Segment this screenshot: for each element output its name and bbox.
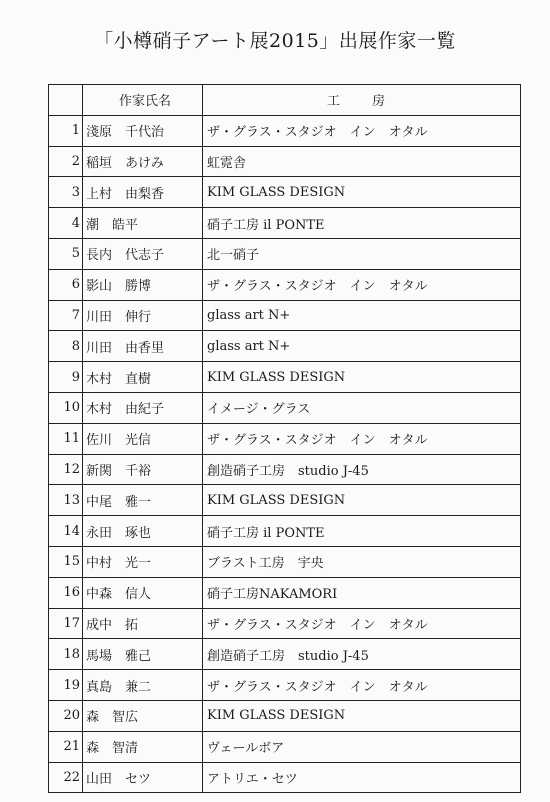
table-row bbox=[49, 639, 521, 670]
row-number: 9 bbox=[49, 362, 83, 393]
artist-name: 永田 琢也 bbox=[83, 516, 203, 547]
studio-name: KIM GLASS DESIGN bbox=[203, 700, 521, 731]
artist-name: 木村 直樹 bbox=[83, 362, 203, 393]
artist-name: 森 智清 bbox=[83, 731, 203, 762]
studio-name: 創造硝子工房 studio J-45 bbox=[203, 639, 521, 670]
table-row bbox=[49, 331, 521, 362]
table-row bbox=[49, 300, 521, 331]
table-row bbox=[49, 731, 521, 762]
header-number bbox=[49, 85, 83, 116]
row-number: 17 bbox=[49, 608, 83, 639]
studio-name: glass art N+ bbox=[203, 300, 521, 331]
artist-name: 潮 皓平 bbox=[83, 208, 203, 239]
studio-name: イメージ・グラス bbox=[203, 392, 521, 423]
studio-name: 創造硝子工房 studio J-45 bbox=[203, 454, 521, 485]
table-row bbox=[49, 177, 521, 208]
row-number: 5 bbox=[49, 238, 83, 269]
artist-name: 稲垣 あけみ bbox=[83, 146, 203, 177]
table-row bbox=[49, 485, 521, 516]
row-number: 11 bbox=[49, 423, 83, 454]
row-number: 4 bbox=[49, 208, 83, 239]
table-row bbox=[49, 269, 521, 300]
row-number: 14 bbox=[49, 516, 83, 547]
artist-name: 上村 由梨香 bbox=[83, 177, 203, 208]
studio-name: 硝子工房 il PONTE bbox=[203, 208, 521, 239]
row-number: 19 bbox=[49, 670, 83, 701]
row-number: 6 bbox=[49, 269, 83, 300]
artist-name: 影山 勝博 bbox=[83, 269, 203, 300]
table-row bbox=[49, 115, 521, 146]
artist-name: 川田 由香里 bbox=[83, 331, 203, 362]
row-number: 3 bbox=[49, 177, 83, 208]
artist-name: 長内 代志子 bbox=[83, 238, 203, 269]
header-studio: 工 房 bbox=[203, 85, 521, 116]
artist-name: 木村 由紀子 bbox=[83, 392, 203, 423]
studio-name: アトリエ・セツ bbox=[203, 762, 521, 793]
table-row bbox=[49, 146, 521, 177]
row-number: 22 bbox=[49, 762, 83, 793]
artist-name: 中村 光一 bbox=[83, 546, 203, 577]
row-number: 16 bbox=[49, 577, 83, 608]
exhibitor-table bbox=[48, 84, 521, 793]
artist-name: 成中 拓 bbox=[83, 608, 203, 639]
artist-name: 真島 兼二 bbox=[83, 670, 203, 701]
artist-name: 山田 セツ bbox=[83, 762, 203, 793]
table-row bbox=[49, 608, 521, 639]
studio-name: KIM GLASS DESIGN bbox=[203, 362, 521, 393]
row-number: 2 bbox=[49, 146, 83, 177]
table-row bbox=[49, 208, 521, 239]
artist-name: 中尾 雅一 bbox=[83, 485, 203, 516]
studio-name: ザ・グラス・スタジオ イン オタル bbox=[203, 423, 521, 454]
studio-name: 硝子工房 il PONTE bbox=[203, 516, 521, 547]
studio-name: ザ・グラス・スタジオ イン オタル bbox=[203, 670, 521, 701]
table-row bbox=[49, 423, 521, 454]
studio-name: glass art N+ bbox=[203, 331, 521, 362]
row-number: 10 bbox=[49, 392, 83, 423]
row-number: 1 bbox=[49, 115, 83, 146]
studio-name: KIM GLASS DESIGN bbox=[203, 485, 521, 516]
studio-name: 虹霓舎 bbox=[203, 146, 521, 177]
studio-name: 硝子工房NAKAMORI bbox=[203, 577, 521, 608]
row-number: 8 bbox=[49, 331, 83, 362]
row-number: 12 bbox=[49, 454, 83, 485]
table-row bbox=[49, 762, 521, 793]
table-row bbox=[49, 516, 521, 547]
studio-name: 北一硝子 bbox=[203, 238, 521, 269]
row-number: 15 bbox=[49, 546, 83, 577]
page-title: 「小樽硝子アート展2015」出展作家一覧 bbox=[94, 30, 456, 52]
artist-name: 森 智広 bbox=[83, 700, 203, 731]
row-number: 7 bbox=[49, 300, 83, 331]
studio-name: ザ・グラス・スタジオ イン オタル bbox=[203, 269, 521, 300]
row-number: 20 bbox=[49, 700, 83, 731]
artist-name: 馬場 雅己 bbox=[83, 639, 203, 670]
table-header-row bbox=[49, 85, 521, 116]
studio-name: KIM GLASS DESIGN bbox=[203, 177, 521, 208]
studio-name: ザ・グラス・スタジオ イン オタル bbox=[203, 115, 521, 146]
table-row bbox=[49, 392, 521, 423]
artist-name: 佐川 光信 bbox=[83, 423, 203, 454]
studio-name: ブラスト工房 宇央 bbox=[203, 546, 521, 577]
table-row bbox=[49, 238, 521, 269]
artist-name: 川田 伸行 bbox=[83, 300, 203, 331]
table-row bbox=[49, 700, 521, 731]
artist-name: 新関 千裕 bbox=[83, 454, 203, 485]
table-row bbox=[49, 577, 521, 608]
studio-name: ザ・グラス・スタジオ イン オタル bbox=[203, 608, 521, 639]
row-number: 13 bbox=[49, 485, 83, 516]
table-row bbox=[49, 454, 521, 485]
row-number: 21 bbox=[49, 731, 83, 762]
table-row bbox=[49, 670, 521, 701]
table-row bbox=[49, 362, 521, 393]
header-artist-name: 作家氏名 bbox=[83, 85, 203, 116]
row-number: 18 bbox=[49, 639, 83, 670]
studio-name: ヴェールボア bbox=[203, 731, 521, 762]
table-row bbox=[49, 546, 521, 577]
artist-name: 淺原 千代治 bbox=[83, 115, 203, 146]
artist-name: 中森 信人 bbox=[83, 577, 203, 608]
